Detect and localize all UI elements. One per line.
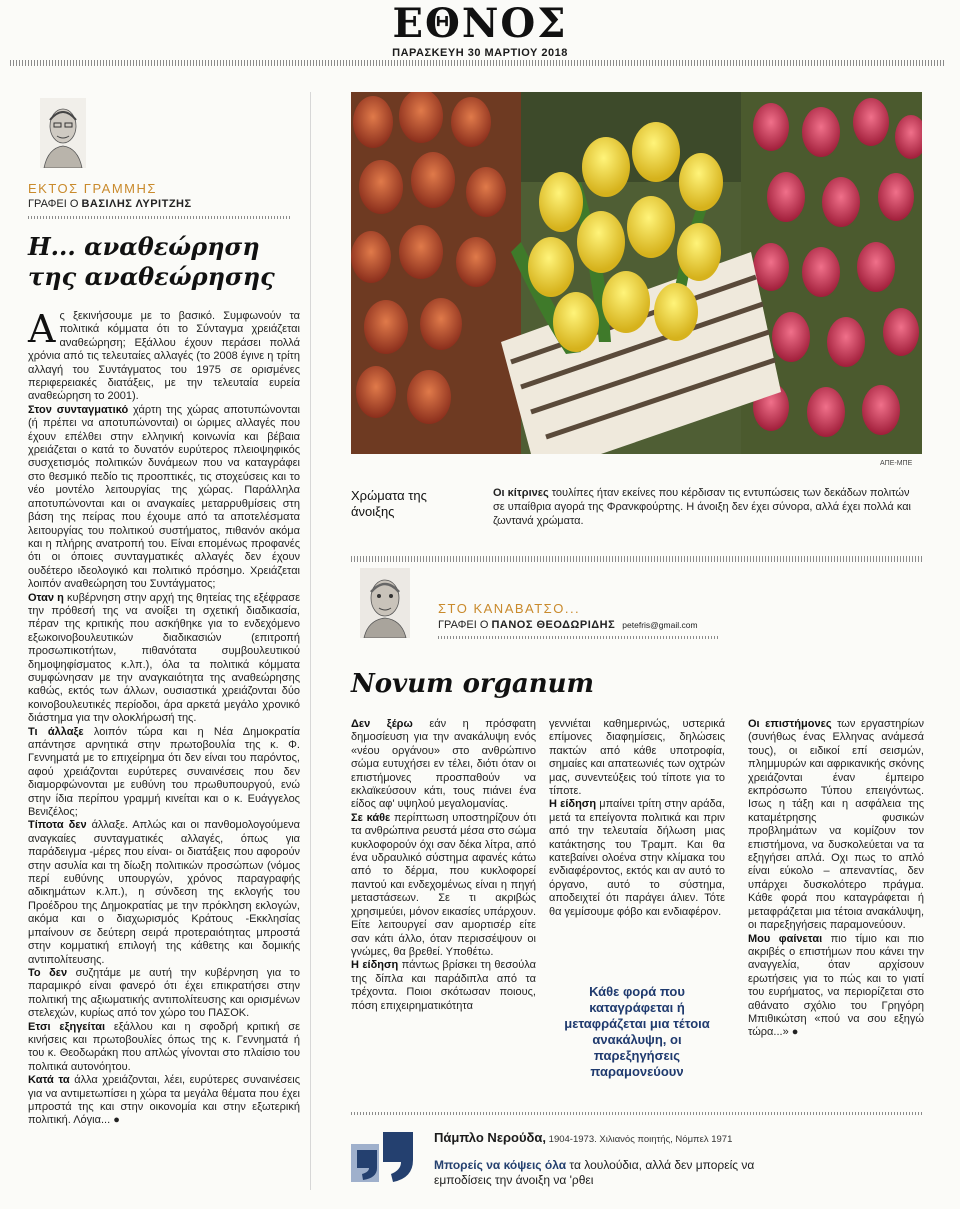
quote-lead: Μπορείς να κόψεις όλα (434, 1158, 567, 1172)
byline-divider (28, 216, 290, 219)
author-portrait (40, 98, 86, 168)
paragraph (549, 798, 725, 919)
caption-lead: Οι κίτρινες (493, 487, 549, 499)
paragraph-8 (28, 1074, 300, 1128)
column-label-2: ΣΤΟ ΚΑΝΑΒΑΤΣΟ... (438, 601, 581, 616)
paragraph (351, 959, 536, 1013)
paragraph-text: χάρτη της χώρας αποτυπώνονται (ή πρέπει να αποτυπώνονται) οι ώριμες αλλαγές που έχουν επέλθει στην ελληνική κοινωνία και βέβαια χρειάζεται ο κατά το δυνατόν ευρύτερος πλειοψηφικός συσχετισμός πολιτικών δυνάμεων που να καταγράφει στο θεσμικό πεδίο τις προοπτικές, τις στοχεύσεις και το νέο μοντέλο λειτουργίας της χώρας. Παράλληλα αποτυπώνονται και οι αναγκαίες μεταρρυθμίσεις στη βάση της πείρας που έχουμε από τα αποτελέσματα λειτουργίας του πολιτικού συστήματος, πιθανόν ακόμα και η πλήρης ανατροπή του. Είναι επομένως προφανές ότι οι όποιες συνταγματικές αλλαγές δεν έχουν ουδέτερο ιδεολογικό και πολιτικό πρόσημο. Χρειάζεται λοιπόν αναθεώρηση του Συντάγματος; (28, 403, 300, 591)
paragraph-lead: Ετσι εξηγείται (28, 1020, 106, 1033)
caption-title: Χρώματα της άνοιξης (351, 488, 427, 519)
paragraph-5 (28, 819, 300, 966)
paragraph-lead: Δεν ξέρω (351, 718, 413, 730)
paragraph (748, 718, 924, 933)
paragraph (748, 933, 924, 1040)
paragraph-1 (28, 307, 300, 404)
story2-column-1 (351, 718, 536, 1013)
byline (28, 198, 192, 210)
paragraph-lead: Οταν η (28, 591, 64, 604)
paragraph-lead: Τίποτα δεν (28, 819, 87, 832)
pull-quote: Κάθε φορά που καταγράφεται ή μεταφράζεται μια τέτοια ανακάλυψη, οι παρεξηγήσεις παραμονεύουν (564, 984, 710, 1079)
photo-credit: ΑΠΕ-ΜΠΕ (880, 460, 913, 467)
byline-divider-2 (438, 636, 718, 639)
paragraph-lead: Τι άλλαξε (28, 725, 84, 738)
paragraph-text: λοιπόν τώρα και η Νέα Δημοκρατία απάντησε αρνητικά στην πρωτοβουλία της κ. Φ. Γεννηματά με το επιχείρημα ότι δεν είναι του παρόντος, αφού χρειάζονται ευρύτερες συναινέσεις που δεν διαμορφώνονται με ευθύνη του πρωθυπουργού, ενώ στην ίδια περίπου γραμμή κινείται και ο κ. Ευάγγελος Βενιζέλος; (28, 725, 300, 819)
opinion-column (10, 92, 311, 1190)
masthead-divider (10, 60, 945, 66)
paragraph-4 (28, 726, 300, 820)
article-headline (28, 232, 298, 292)
drop-cap: Α (28, 307, 56, 351)
paragraph-2 (28, 404, 300, 592)
paragraph-lead: Μου φαίνεται (748, 932, 823, 945)
paragraph-text: γεννιέται καθημερινώς, υστερικά επίμονες διαφημίσεις, δηλώσεις πακτών από κάθε υποτροφία, σημαίες και απατεωνιές των οχτρών μας, συνεντεύξεις τού τίποτε για το τίποτε. (549, 718, 725, 798)
paragraph-text: εάν η πρόσφατη δημοσίευση για την ανακάλυψη ενός «νέου οργάνου» στο ανθρώπινο σώμα ευτυχήσει εν τέλει, διότι όταν οι επιστήμονες προσπαθούν να εκλαϊκεύσουν κάτι, τους πιάνει ένα είδος αφ' υψηλού μεγαλομανίας. (351, 718, 536, 811)
paragraph-text: εξάλλου και η σφοδρή κριτική σε κινήσεις και πρωτοβουλίες όπως της κ. Γεννηματά ή του κ. Θεοδωράκη που απλώς γίνονται στο πλαίσιο του πολιτικά αυτονόητου. (28, 1020, 300, 1073)
author-name: ΒΑΣΙΛΗΣ ΛΥΡΙΤΖΗΣ (81, 198, 192, 210)
article-body (28, 307, 300, 1128)
newspaper-logo: ΕΘΝΟΣ (392, 0, 568, 47)
paragraph (549, 718, 725, 798)
author-email: petefris@gmail.com (622, 620, 698, 630)
quote-text (434, 1158, 814, 1188)
quote-author (434, 1130, 732, 1145)
paragraph (351, 812, 536, 959)
headline-line-2: της αναθεώρησης (28, 262, 275, 291)
paragraph-lead: Η είδηση (549, 798, 597, 811)
headline-line-1: Η... αναθεώρηση (28, 232, 260, 261)
paragraph-7 (28, 1021, 300, 1075)
quote-body: τα λουλούδια, αλλά δεν μπορείς να εμποδίσεις την άνοιξη να 'ρθει (434, 1158, 755, 1187)
paragraph-text: πιο τίμιο και πιο ακριβές ο επιστήμων που κάνει την αναγγελία, όταν αρχίσουν ερωτήσεις για το πώς και το γιατί του ευρήματος, να περιορίζεται στο αθάνατο σχόλιο του Γρηγόρη Μπιθικώτση «πού να σου εξηγώ τώρα...» ● (748, 932, 924, 1039)
paragraph-text: περίπτωση υποστηρίζουν ότι τα ανθρώπινα ρευστά μέσα στο σώμα κυκλοφορούν όχι σαν δέκα λίτρα, από ένα υδραυλικό σύστημα αφανές κάτω από το δέρμα, που κυκλοφορεί παντού και ενδεχομένως είναι η πηγή μεταστάσεων. Σε τι ακριβώς χρησιμεύει, μόνον εικασίες υπάρχουν. Είτε λειτουργεί σαν αμορτισέρ είτε σαν κάτι άλλο, όταν περισσέψουν οι γνώμες, θα βρεθεί. Υποθέτω. (351, 811, 537, 958)
photo-caption (493, 486, 923, 528)
author-portrait-2 (360, 568, 410, 638)
paragraph-text: ς ξεκινήσουμε με το βασικό. Συμφωνούν τα πολιτικά κόμματα ότι το Σύνταγμα χρειάζεται αναθεώρηση; Εξάλλου έχουν περάσει πολλά χρόνια από τις τελευταίες αλλαγές (το 2008 έγινε η τρίτη αλλαγή του Συντάγματος του 1975 σε ορισμένες περιφερειακές διατάξεις, με την τελευταία ευρεία αναθεώρηση το 2001). (28, 310, 300, 403)
dateline: ΠΑΡΑΣΚΕΥΗ 30 ΜΑΡΤΙΟΥ 2018 (392, 47, 568, 59)
byline-prefix: ΓΡΑΦΕΙ Ο (28, 198, 79, 210)
paragraph-text: μπαίνει τρίτη στην αράδα, μετά τα επείγοντα πολιτικά και πριν από την τελευταία δήλωση μιας κατάκτησης του Τραμπ. Και θα κατεβαίνει ολοένα στην κλίμακα του ενδιαφέροντος, εκτός και αν αυτό το όργανο, αυτό το σύστημα, αποδειχτεί ότι παράγει άλιεν. Τότε θα γεμίσουμε φόβο και ενδιαφέρον. (549, 798, 725, 918)
section-divider (351, 556, 923, 562)
byline-prefix: ΓΡΑΦΕΙ Ο (438, 619, 489, 631)
paragraph-6 (28, 967, 300, 1021)
author-portrait-2-drawing (360, 568, 410, 638)
quote-divider (351, 1112, 923, 1115)
caption-body: τουλίπες ήταν εκείνες που κέρδισαν τις εντυπώσεις των δεκάδων πολιτών σε υπαίθρια αγορά της Φρανκφούρτης. Η άνοιξη δεν έχει σύνορα, αλλά έχει πολλά και ζωντανά χρώματα. (493, 487, 911, 527)
story2-column-2 (549, 718, 725, 919)
paragraph-text: συζητάμε με αυτή την κυβέρνηση για το παραμικρό είναι φανερό ότι έχει επικρατήσει στην πολιτική της αξιωματικής αντιπολίτευσης και ορισμένων στελεχών, κυρίως από τον χώρο του ΠΑΣΟΚ. (28, 966, 300, 1020)
paragraph-text: πάντως βρίσκει τη θεσούλα της δίπλα και παράδιπλα από τα τρέχοντα. Ποιοι σκότωσαν ποιους, πόση επιχειρηματικότητα (351, 959, 536, 1012)
paragraph-lead: Η είδηση (351, 959, 399, 972)
tulips-photo (351, 92, 922, 454)
masthead (0, 0, 960, 62)
paragraph-lead: Στον συνταγματικό (28, 403, 129, 416)
paragraph-text: άλλαξε. Απλώς και οι πανθομολογούμενα αναγκαίες συνταγματικές αλλαγές, όπως για παράδειγμα -μέρες που είναι- οι διατάξεις που αφορούν στην ασυλία και τη δίωξη πολιτικών προσώπων (νόμος περί ευθύνης υπουργών, χρόνος παραγραφής αδικημάτων κ.λπ.), η σύνδεση της εκλογής του Προέδρου της Δημοκρατίας με την πρόκληση εκλογών, ακόμα και ο διαχωρισμός Κράτους -Εκκλησίας μπαίνουν σε δεύτερη σειρά προτεραιότητας μπροστά στην κομματική επιλογή της κάθετης και δομικής αντιπολίτευσης. (28, 819, 300, 966)
paragraph-3 (28, 592, 300, 726)
paragraph-text: άλλα χρειάζονται, λέει, ευρύτερες συναινέσεις για να αντιμετωπίσει η χώρα τα μεγάλα θέματα που έχει μπροστά της και στην οικονομία και στην εξωτερική πολιτική. Λόγια... ● (28, 1074, 300, 1127)
author-portrait-drawing (40, 98, 86, 168)
quote-author-name: Πάμπλο Νερούδα, (434, 1130, 547, 1145)
paragraph (351, 718, 536, 812)
paragraph-lead: Το δεν (28, 966, 68, 979)
author-name-2: ΠΑΝΟΣ ΘΕΟΔΩΡΙΔΗΣ (491, 619, 616, 631)
quote-mark-drawing (351, 1130, 413, 1182)
quote-author-dates: 1904-1973. Χιλιανός ποιητής, Νόμπελ 1971 (546, 1134, 733, 1145)
article-headline-2: Novum organum (351, 669, 595, 699)
byline-2 (438, 619, 698, 631)
tulips-photo-drawing (351, 92, 922, 454)
quote-mark-icon (351, 1130, 413, 1182)
paragraph-lead: Κατά τα (28, 1074, 70, 1087)
paragraph-lead: Σε κάθε (351, 811, 391, 824)
story2-column-3 (748, 718, 924, 1040)
paragraph-lead: Οι επιστήμονες (748, 718, 832, 730)
paragraph-text: των εργαστηρίων (συνήθως ένας Ελληνας ανάμεσά τους), οι ειδικοί επί σεισμών, πλημμυρών και αφρικανικής σκόνης χρειάζονται έναν έμπειρο εκπρόσωπο Τύπου επειγόντως. Ισως η τάξη και η ασφάλεια της καταμέτρησης φυσικών προβλημάτων να κομίζουν τον επιστήμονα, να δυσκολεύεται να τα εξηγήσει απλά. Οχι πως το απλό είναι εύκολο – απεναντίας, δεν υπάρχει δυσκολότερο πράγμα. Κάθε φορά που καταγράφεται ή μεταφράζεται μια τέτοια ανακάλυψη, οι παρεξηγήσεις παραμονεύουν. (748, 718, 925, 932)
paragraph-text: κυβέρνηση στην αρχή της θητείας της εξέφρασε την πρόθεσή της να ανοίξει τη σχετική διαδικασία, πέραν της κριτικής που ασκήθηκε για το ενδεχόμενο εξωκοινοβουλευτικών διαδικασιών (επιτροπή προσωπικοτήτων, πιθανότατα συμβουλευτικού δημοψηφίσματος κ.λπ.), όλα τα πολιτικά κόμματα συμφώνησαν με την αναγκαιότητα της αναθεώρησης καθώς, εκτός των άλλων, ουσιαστικά χρειάζονται δύο κοινοβουλευτικές περίοδοι, άρα αρκετά μεγάλο χρονικό διάστημα για την ολοκλήρωσή της. (28, 591, 300, 725)
column-label: ΕΚΤΟΣ ΓΡΑΜΜΗΣ (28, 181, 157, 196)
